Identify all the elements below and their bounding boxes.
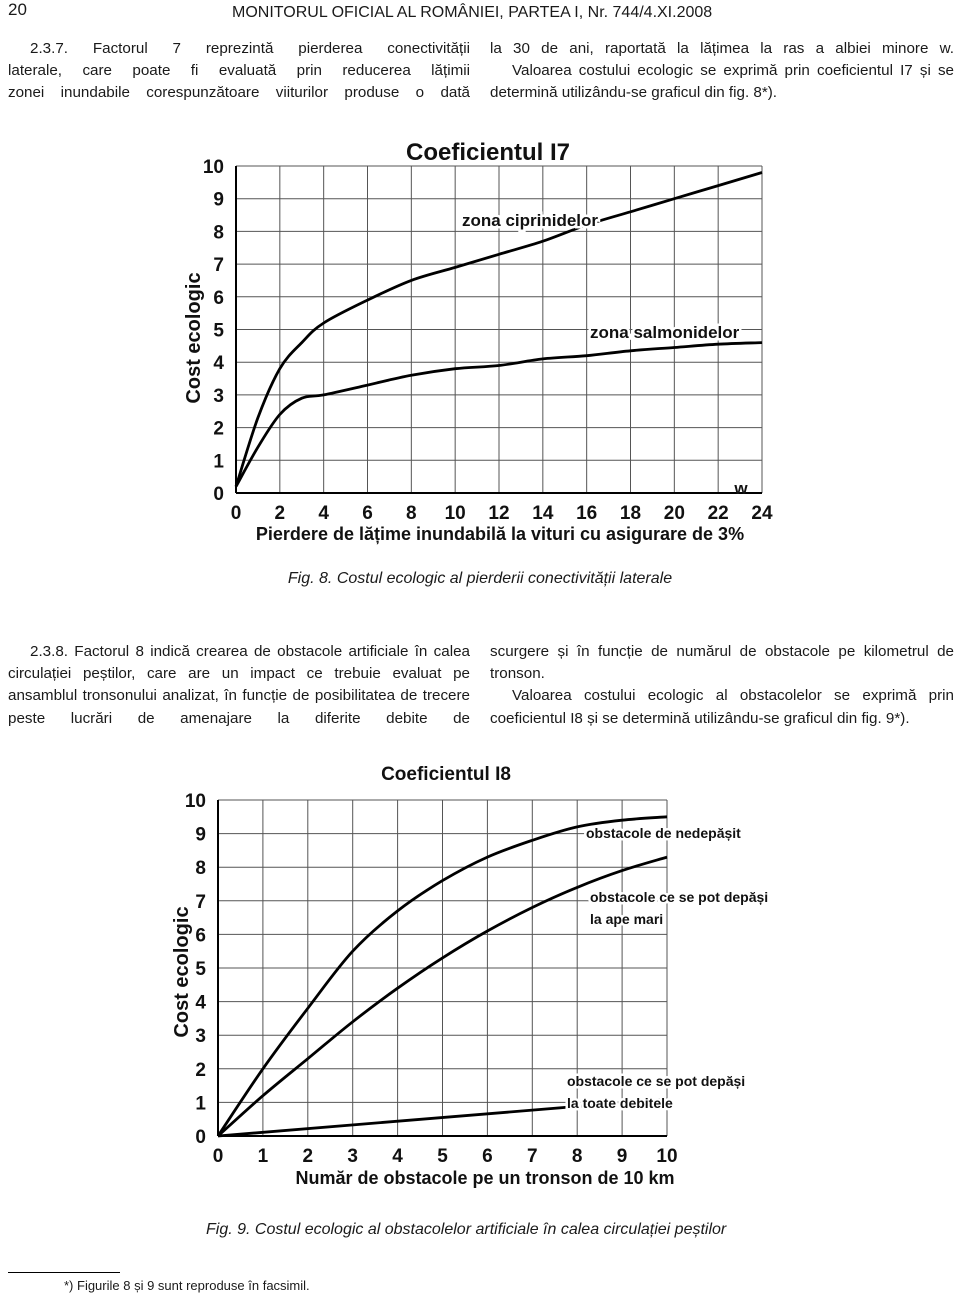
x-tick-label: 10 <box>656 1146 678 1167</box>
chart-coeficientul-i8 <box>0 752 960 1202</box>
chart-title: Coeficientul I8 <box>381 764 511 785</box>
section-238-para: 2.3.8. Factorul 8 indică crearea de obstacole artificiale în calea circulației peștilor, care are un impact ce trebuie evaluat pe ansamblul tronsonului analizat, în funcție de posibilitatea de trecere peste lucrări de amenajare la diferite debite de <box>8 643 470 727</box>
y-tick-label: 6 <box>195 925 206 947</box>
y-tick-label: 8 <box>213 222 224 244</box>
y-tick-label: 3 <box>213 385 224 407</box>
chart-title: Coeficientul I7 <box>405 139 571 166</box>
y-tick-label: 5 <box>195 959 206 980</box>
x-tick-label: 0 <box>230 503 242 524</box>
section-237-right-para: Valoarea costului ecologic se exprimă prin coeficientul I7 și se determină utilizându-se graficul din fig. 8*). <box>490 62 954 102</box>
x-tick-label: 0 <box>212 1146 224 1167</box>
x-tick-label: 16 <box>576 503 598 524</box>
section-238-left <box>8 641 470 730</box>
y-tick-label: 3 <box>195 1026 206 1048</box>
y-tick-label: 1 <box>213 451 224 473</box>
y-axis-label: Cost ecologic <box>183 272 205 404</box>
x-axis-label: Pierdere de lățime inundabilă la vituri cu asigurare de 3% <box>255 524 745 544</box>
series-label: la toate debitele <box>567 1095 673 1111</box>
y-tick-label: 7 <box>213 255 224 277</box>
y-tick-label: 1 <box>195 1093 206 1115</box>
y-tick-label: 7 <box>195 891 206 913</box>
y-tick-label: 10 <box>184 791 206 812</box>
y-tick-label: 2 <box>195 1059 206 1081</box>
publication-header: MONITORUL OFICIAL AL ROMÂNIEI, PARTEA I, Nr. 744/4.XI.2008 <box>232 4 713 21</box>
x-tick-label: 3 <box>347 1146 358 1167</box>
x-tick-label: 6 <box>362 503 373 524</box>
series-label: zona salmonidelor <box>590 323 740 342</box>
footnote-divider <box>8 1272 120 1273</box>
x-tick-label: 5 <box>437 1146 448 1167</box>
x-axis-label: Număr de obstacole pe un tronson de 10 km <box>295 1168 675 1188</box>
x-tick-label: 7 <box>527 1146 538 1167</box>
page-number: 20 <box>8 0 27 19</box>
section-237-right <box>490 38 954 105</box>
x-tick-label: 20 <box>663 503 685 524</box>
y-tick-label: 8 <box>195 858 206 880</box>
y-tick-label: 2 <box>213 418 224 440</box>
x-tick-label: 18 <box>619 503 642 524</box>
y-tick-label: 0 <box>195 1127 206 1148</box>
section-237-right-line: la 30 de ani, raportată la lățimea la ras a albiei minore w. <box>490 40 954 57</box>
section-237-line: zonei inundabile corespunzătoare viiturilor produse o dată <box>8 84 470 102</box>
fig9-caption: Fig. 9. Costul ecologic al obstacolelor artificiale în calea circulației peștilor <box>206 1221 727 1238</box>
x-axis-annotation: w <box>734 479 748 498</box>
fig8-caption: Fig. 8. Costul ecologic al pierderii conectivității laterale <box>287 570 673 587</box>
x-tick-label: 4 <box>318 503 329 524</box>
section-238-right <box>490 641 954 730</box>
section-237-line: 2.3.7. Factorul 7 reprezintă pierderea conectivității <box>30 40 470 57</box>
series-label: obstacole ce se pot depăși <box>567 1073 746 1089</box>
y-tick-label: 9 <box>213 189 224 211</box>
x-tick-label: 4 <box>392 1146 403 1167</box>
x-tick-label: 1 <box>257 1146 269 1167</box>
x-tick-label: 9 <box>616 1146 628 1167</box>
section-237-line: laterale, care poate fi evaluată prin reducerea lățimii <box>8 62 470 80</box>
series-label: obstacole de nedepășit <box>586 825 741 841</box>
series-label: obstacole ce se pot depăși <box>590 889 769 905</box>
section-238-right-para: scurgere și în funcție de numărul de obstacole pe kilometrul de tronson. <box>490 643 954 683</box>
y-tick-label: 4 <box>213 353 224 375</box>
y-axis-label: Cost ecologic <box>171 906 193 1038</box>
x-tick-label: 14 <box>532 503 554 524</box>
y-tick-label: 0 <box>213 484 224 505</box>
x-tick-label: 6 <box>482 1146 493 1167</box>
y-tick-label: 5 <box>213 320 224 342</box>
chart-coeficientul-i7 <box>0 128 960 558</box>
x-tick-label: 8 <box>571 1146 583 1167</box>
section-237-left <box>8 38 470 105</box>
section-238-right-para2: Valoarea costului ecologic al obstacolelor se exprimă prin coeficientul I8 și se determină utilizându-se graficul din fig. 9*). <box>490 687 954 727</box>
y-tick-label: 4 <box>195 992 206 1014</box>
x-tick-label: 24 <box>751 503 773 524</box>
x-tick-label: 2 <box>302 1146 314 1167</box>
series-label: zona ciprinidelor <box>462 211 599 230</box>
x-tick-label: 8 <box>406 503 417 524</box>
x-tick-label: 12 <box>488 503 510 524</box>
series-label: la ape mari <box>590 911 664 927</box>
y-tick-label: 9 <box>195 824 206 846</box>
x-tick-label: 22 <box>707 503 729 524</box>
y-tick-label: 10 <box>202 157 224 178</box>
x-tick-label: 10 <box>444 503 466 524</box>
y-tick-label: 6 <box>213 287 224 309</box>
x-tick-label: 2 <box>274 503 286 524</box>
footnote: *) Figurile 8 și 9 sunt reproduse în facsimil. <box>64 1278 310 1293</box>
